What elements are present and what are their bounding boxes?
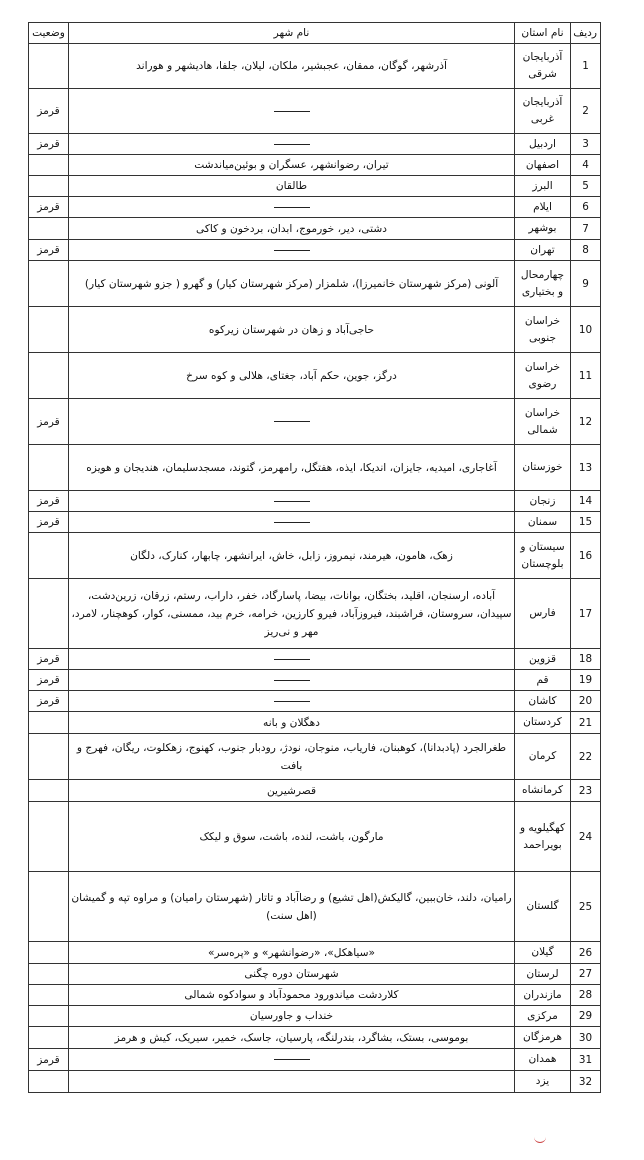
status-cell: قرمز bbox=[29, 197, 69, 218]
empty-dash bbox=[274, 522, 310, 523]
table-row bbox=[29, 985, 601, 1006]
header-row-number: ردیف bbox=[571, 23, 601, 44]
row-number: 14 bbox=[571, 491, 601, 512]
city-list: حاجی‌آباد و زهان در شهرستان زیرکوه bbox=[69, 307, 515, 353]
table-row bbox=[29, 261, 601, 307]
table-row bbox=[29, 964, 601, 985]
table-row bbox=[29, 89, 601, 134]
city-list bbox=[69, 399, 515, 445]
status-cell: قرمز bbox=[29, 670, 69, 691]
province-name: تهران bbox=[515, 240, 571, 261]
city-list bbox=[69, 1049, 515, 1071]
empty-dash bbox=[274, 701, 310, 702]
row-number: 1 bbox=[571, 44, 601, 89]
city-list: «سیاهکل»، «رضوانشهر» و «پره‌سر» bbox=[69, 942, 515, 964]
table-row bbox=[29, 176, 601, 197]
table-row bbox=[29, 44, 601, 89]
table-row bbox=[29, 1006, 601, 1027]
city-list bbox=[69, 691, 515, 712]
city-list bbox=[69, 491, 515, 512]
city-list bbox=[69, 134, 515, 155]
status-cell: قرمز bbox=[29, 512, 69, 533]
header-cities: نام شهر bbox=[69, 23, 515, 44]
status-cell bbox=[29, 307, 69, 353]
city-list: آذرشهر، گوگان، ممقان، عجبشیر، ملکان، لیلان، جلفا، هادیشهر و هوراند bbox=[69, 44, 515, 89]
status-cell bbox=[29, 1027, 69, 1049]
row-number: 18 bbox=[571, 649, 601, 670]
status-cell bbox=[29, 218, 69, 240]
status-cell bbox=[29, 1071, 69, 1093]
red-pen-mark bbox=[534, 1136, 546, 1143]
city-list: آلونی (مرکز شهرستان خانمیرزا)، شلمزار (مرکز شهرستان کیار) و گهرو ( جزو شهرستان کیار) bbox=[69, 261, 515, 307]
status-cell: قرمز bbox=[29, 89, 69, 134]
city-list bbox=[69, 197, 515, 218]
row-number: 3 bbox=[571, 134, 601, 155]
province-name: مرکزی bbox=[515, 1006, 571, 1027]
province-name: زنجان bbox=[515, 491, 571, 512]
province-name: چهارمحال و بختیاری bbox=[515, 261, 571, 307]
row-number: 8 bbox=[571, 240, 601, 261]
city-list: تیران، رضوانشهر، عسگران و بوئین‌میاندشت bbox=[69, 155, 515, 176]
status-cell: قرمز bbox=[29, 649, 69, 670]
row-number: 25 bbox=[571, 872, 601, 942]
province-name: مازندران bbox=[515, 985, 571, 1006]
table-body bbox=[29, 44, 601, 1093]
status-cell: قرمز bbox=[29, 491, 69, 512]
row-number: 19 bbox=[571, 670, 601, 691]
city-list: مارگون، باشت، لنده، باشت، سوق و لیکک bbox=[69, 802, 515, 872]
table-row bbox=[29, 445, 601, 491]
empty-dash bbox=[274, 421, 310, 422]
table-row bbox=[29, 649, 601, 670]
province-name: اصفهان bbox=[515, 155, 571, 176]
province-name: آذربایجان غربی bbox=[515, 89, 571, 134]
document-page bbox=[28, 22, 600, 1093]
status-cell: قرمز bbox=[29, 691, 69, 712]
province-name: اردبیل bbox=[515, 134, 571, 155]
table-row bbox=[29, 512, 601, 533]
province-name: سمنان bbox=[515, 512, 571, 533]
row-number: 16 bbox=[571, 533, 601, 579]
row-number: 17 bbox=[571, 579, 601, 649]
row-number: 24 bbox=[571, 802, 601, 872]
status-cell bbox=[29, 872, 69, 942]
row-number: 20 bbox=[571, 691, 601, 712]
province-name: قزوین bbox=[515, 649, 571, 670]
empty-dash bbox=[274, 680, 310, 681]
city-list bbox=[69, 1071, 515, 1093]
status-cell bbox=[29, 712, 69, 734]
provinces-table bbox=[28, 22, 601, 1093]
province-name: همدان bbox=[515, 1049, 571, 1071]
row-number: 2 bbox=[571, 89, 601, 134]
province-name: آذربایجان شرقی bbox=[515, 44, 571, 89]
city-list: خنداب و جاورسیان bbox=[69, 1006, 515, 1027]
row-number: 10 bbox=[571, 307, 601, 353]
status-cell bbox=[29, 734, 69, 780]
table-row bbox=[29, 533, 601, 579]
empty-dash bbox=[274, 250, 310, 251]
row-number: 27 bbox=[571, 964, 601, 985]
status-cell bbox=[29, 155, 69, 176]
row-number: 6 bbox=[571, 197, 601, 218]
city-list bbox=[69, 512, 515, 533]
city-list bbox=[69, 670, 515, 691]
table-row bbox=[29, 670, 601, 691]
row-number: 11 bbox=[571, 353, 601, 399]
table-row bbox=[29, 197, 601, 218]
city-list: قصرشیرین bbox=[69, 780, 515, 802]
empty-dash bbox=[274, 1059, 310, 1060]
table-row bbox=[29, 240, 601, 261]
status-cell: قرمز bbox=[29, 240, 69, 261]
status-cell bbox=[29, 579, 69, 649]
row-number: 4 bbox=[571, 155, 601, 176]
table-row bbox=[29, 218, 601, 240]
city-list: بوموسی، بستک، بشاگرد، بندرلنگه، پارسیان، جاسک، خمیر، سیریک، کیش و هرمز bbox=[69, 1027, 515, 1049]
table-row bbox=[29, 1071, 601, 1093]
table-row bbox=[29, 155, 601, 176]
row-number: 29 bbox=[571, 1006, 601, 1027]
city-list: دهگلان و بانه bbox=[69, 712, 515, 734]
status-cell bbox=[29, 44, 69, 89]
row-number: 31 bbox=[571, 1049, 601, 1071]
city-list bbox=[69, 89, 515, 134]
status-cell bbox=[29, 780, 69, 802]
empty-dash bbox=[274, 207, 310, 208]
table-row bbox=[29, 491, 601, 512]
table-row bbox=[29, 1049, 601, 1071]
table-row bbox=[29, 942, 601, 964]
header-row bbox=[29, 23, 601, 44]
province-name: گیلان bbox=[515, 942, 571, 964]
table-row bbox=[29, 353, 601, 399]
row-number: 12 bbox=[571, 399, 601, 445]
province-name: بوشهر bbox=[515, 218, 571, 240]
status-cell: قرمز bbox=[29, 1049, 69, 1071]
header-status: وضعیت bbox=[29, 23, 69, 44]
city-list: شهرستان دوره چگنی bbox=[69, 964, 515, 985]
city-list bbox=[69, 649, 515, 670]
city-list: رامیان، دلند، خان‌ببین، گالیکش(اهل تشیع) و رضاآباد و تاتار (شهرستان رامیان) و مراوه تپه و گمیشان (اهل سنت) bbox=[69, 872, 515, 942]
status-cell bbox=[29, 353, 69, 399]
row-number: 30 bbox=[571, 1027, 601, 1049]
city-list: طالقان bbox=[69, 176, 515, 197]
province-name: خوزستان bbox=[515, 445, 571, 491]
header-province: نام استان bbox=[515, 23, 571, 44]
province-name: کرمان bbox=[515, 734, 571, 780]
province-name: کرمانشاه bbox=[515, 780, 571, 802]
status-cell bbox=[29, 1006, 69, 1027]
table-row bbox=[29, 579, 601, 649]
city-list: طغرالجرد (پادبدانا)، کوهبنان، فاریاب، منوجان، نودژ، رودبار جنوب، کهنوج، زهکلوت، ریگان، فهرج و بافت bbox=[69, 734, 515, 780]
table-row bbox=[29, 399, 601, 445]
row-number: 26 bbox=[571, 942, 601, 964]
province-name: خراسان جنوبی bbox=[515, 307, 571, 353]
city-list: دشتی، دیر، خورموج، ابدان، بردخون و کاکی bbox=[69, 218, 515, 240]
province-name: البرز bbox=[515, 176, 571, 197]
row-number: 15 bbox=[571, 512, 601, 533]
province-name: خراسان رضوی bbox=[515, 353, 571, 399]
empty-dash bbox=[274, 144, 310, 145]
province-name: یزد bbox=[515, 1071, 571, 1093]
table-row bbox=[29, 134, 601, 155]
status-cell bbox=[29, 942, 69, 964]
empty-dash bbox=[274, 659, 310, 660]
status-cell bbox=[29, 964, 69, 985]
status-cell: قرمز bbox=[29, 134, 69, 155]
row-number: 9 bbox=[571, 261, 601, 307]
row-number: 28 bbox=[571, 985, 601, 1006]
row-number: 5 bbox=[571, 176, 601, 197]
city-list: کلاردشت میاندورود محمودآباد و سوادکوه شمالی bbox=[69, 985, 515, 1006]
province-name: ایلام bbox=[515, 197, 571, 218]
city-list bbox=[69, 240, 515, 261]
province-name: گلستان bbox=[515, 872, 571, 942]
row-number: 7 bbox=[571, 218, 601, 240]
table-row bbox=[29, 780, 601, 802]
status-cell bbox=[29, 533, 69, 579]
row-number: 23 bbox=[571, 780, 601, 802]
status-cell bbox=[29, 985, 69, 1006]
table-row bbox=[29, 872, 601, 942]
table-row bbox=[29, 712, 601, 734]
row-number: 22 bbox=[571, 734, 601, 780]
table-row bbox=[29, 1027, 601, 1049]
city-list: درگز، جوین، حکم آباد، جغتای، هلالی و کوه سرخ bbox=[69, 353, 515, 399]
row-number: 32 bbox=[571, 1071, 601, 1093]
status-cell: قرمز bbox=[29, 399, 69, 445]
table-row bbox=[29, 734, 601, 780]
province-name: خراسان شمالی bbox=[515, 399, 571, 445]
province-name: لرستان bbox=[515, 964, 571, 985]
province-name: قم bbox=[515, 670, 571, 691]
province-name: هرمزگان bbox=[515, 1027, 571, 1049]
province-name: کردستان bbox=[515, 712, 571, 734]
empty-dash bbox=[274, 111, 310, 112]
table-row bbox=[29, 802, 601, 872]
city-list: زهک، هامون، هیرمند، نیمروز، زابل، خاش، ایرانشهر، چابهار، کنارک، دلگان bbox=[69, 533, 515, 579]
province-name: کاشان bbox=[515, 691, 571, 712]
status-cell bbox=[29, 176, 69, 197]
city-list: آغاجاری، امیدیه، جایزان، اندیکا، ایذه، هفتگل، رامهرمز، گتوند، مسجدسلیمان، هندیجان و هویزه bbox=[69, 445, 515, 491]
province-name: کهگیلویه و بویراحمد bbox=[515, 802, 571, 872]
province-name: سیستان و بلوچستان bbox=[515, 533, 571, 579]
table-row bbox=[29, 691, 601, 712]
province-name: فارس bbox=[515, 579, 571, 649]
row-number: 21 bbox=[571, 712, 601, 734]
table-row bbox=[29, 307, 601, 353]
city-list: آباده، ارسنجان، اقلید، بختگان، بوانات، بیضا، پاسارگاد، خفر، داراب، رستم، زرقان، زرین‌دشت، سپیدان، سروستان، فراشبند، فیروزآباد، فیرو کارزین، خرامه، خرم بید، ممسنی، کوار، کوهچنار، لامرد، مهر و نی‌ریز bbox=[69, 579, 515, 649]
row-number: 13 bbox=[571, 445, 601, 491]
empty-dash bbox=[274, 501, 310, 502]
status-cell bbox=[29, 261, 69, 307]
status-cell bbox=[29, 445, 69, 491]
status-cell bbox=[29, 802, 69, 872]
